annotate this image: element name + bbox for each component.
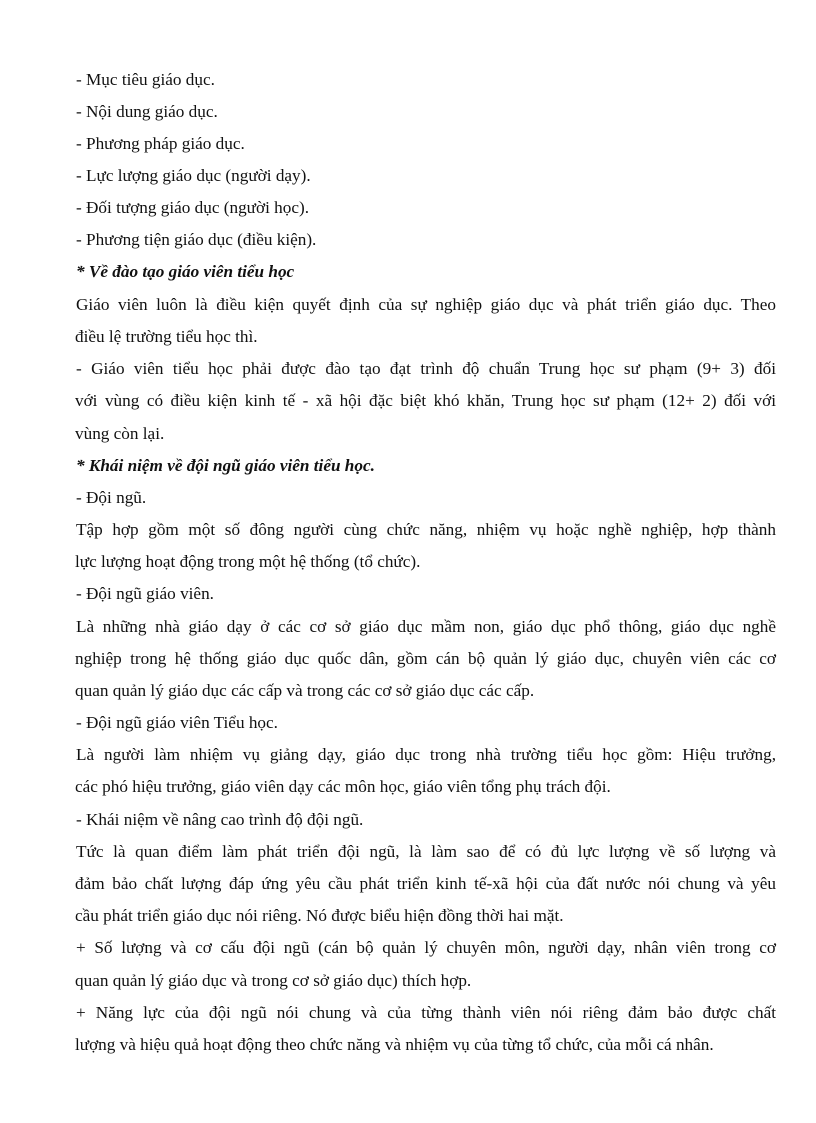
text-line: - Lực lượng giáo dục (người dạy). bbox=[76, 166, 311, 185]
text-line: Giáo viên luôn là điều kiện quyết định của sự nghiệp giáo dục và phát triển giáo dục. Theo bbox=[76, 295, 776, 314]
text-line: với vùng có điều kiện kinh tế - xã hội đặc biệt khó khăn, Trung học sư phạm (12+ 2) đối với bbox=[75, 391, 776, 410]
text-line: - Đội ngũ giáo viên. bbox=[76, 584, 214, 603]
section-heading: * Về đào tạo giáo viên tiểu học bbox=[76, 262, 295, 281]
text-line: đảm bảo chất lượng đáp ứng yêu cầu phát triển kinh tế-xã hội của đất nước nói chung và yêu bbox=[75, 874, 776, 893]
text-line: - Phương tiện giáo dục (điều kiện). bbox=[76, 230, 317, 249]
text-line: nghiệp trong hệ thống giáo dục quốc dân, gồm cán bộ quản lý giáo dục, chuyên viên các cơ bbox=[75, 649, 776, 668]
text-line: - Nội dung giáo dục. bbox=[76, 102, 218, 121]
section-heading: * Khái niệm về đội ngũ giáo viên tiểu học. bbox=[76, 456, 375, 475]
text-line: Là người làm nhiệm vụ giảng dạy, giáo dục trong nhà trường tiểu học gồm: Hiệu trưởng, bbox=[76, 745, 776, 764]
text-line: - Đối tượng giáo dục (người học). bbox=[76, 198, 309, 217]
text-line: cầu phát triển giáo dục nói riêng. Nó được biểu hiện đồng thời hai mặt. bbox=[75, 906, 564, 925]
text-line: - Khái niệm về nâng cao trình độ đội ngũ. bbox=[76, 810, 364, 829]
text-line: Là những nhà giáo dạy ở các cơ sở giáo dục mầm non, giáo dục phổ thông, giáo dục nghề bbox=[76, 617, 776, 636]
text-line: Tức là quan điểm làm phát triển đội ngũ, là làm sao để có đủ lực lượng về số lượng và bbox=[76, 842, 776, 861]
text-line: vùng còn lại. bbox=[75, 424, 165, 443]
text-line: + Năng lực của đội ngũ nói chung và của từng thành viên nói riêng đảm bảo được chất bbox=[76, 1003, 776, 1022]
text-line: lượng và hiệu quả hoạt động theo chức năng và nhiệm vụ của từng tổ chức, của mỗi cá nhân. bbox=[75, 1035, 714, 1054]
text-line: quan quản lý giáo dục và trong cơ sở giáo dục) thích hợp. bbox=[75, 971, 472, 990]
text-line: điều lệ trường tiểu học thì. bbox=[75, 327, 258, 346]
text-line: quan quản lý giáo dục các cấp và trong các cơ sở giáo dục các cấp. bbox=[75, 681, 535, 700]
text-line: - Giáo viên tiểu học phải được đào tạo đạt trình độ chuẩn Trung học sư phạm (9+ 3) đối bbox=[76, 359, 776, 378]
text-line: + Số lượng và cơ cấu đội ngũ (cán bộ quản lý chuyên môn, người dạy, nhân viên trong cơ bbox=[76, 938, 776, 957]
text-line: - Phương pháp giáo dục. bbox=[76, 134, 245, 153]
text-line: - Đội ngũ giáo viên Tiểu học. bbox=[76, 713, 278, 732]
text-line: - Mục tiêu giáo dục. bbox=[76, 70, 215, 89]
text-line: các phó hiệu trưởng, giáo viên dạy các môn học, giáo viên tổng phụ trách đội. bbox=[75, 777, 611, 796]
text-line: - Đội ngũ. bbox=[76, 488, 147, 507]
text-line: Tập hợp gồm một số đông người cùng chức năng, nhiệm vụ hoặc nghề nghiệp, hợp thành bbox=[76, 520, 776, 539]
text-line: lực lượng hoạt động trong một hệ thống (tổ chức). bbox=[75, 552, 421, 571]
